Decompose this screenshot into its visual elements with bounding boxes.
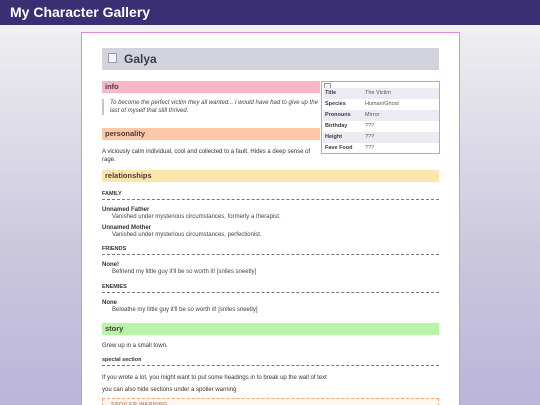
family-heading: FAMILY — [102, 191, 439, 200]
infobox-value: The Victim — [365, 90, 391, 96]
relation-name: None — [102, 300, 117, 306]
special-section-text: If you wrote a lot, you might want to put some headings in to break up the wall of text — [102, 375, 327, 381]
infobox-value: Human/Ghost — [365, 101, 399, 107]
story-text: Grew up in a small town, — [102, 343, 168, 349]
section-heading-relationships: relationships — [102, 170, 439, 182]
infobox-row — [323, 99, 439, 110]
character-card — [81, 32, 460, 405]
infobox-key: Species — [325, 101, 346, 107]
character-infobox — [321, 81, 440, 154]
relation-desc: Vanished under mysterious circumstances, formerly a therapist. — [112, 214, 281, 220]
section-heading-story: story — [102, 323, 439, 335]
infobox-key: Height — [325, 134, 343, 140]
section-heading-info: info — [102, 81, 320, 93]
friends-heading: FRIENDS — [102, 246, 439, 255]
infobox-value: Mirror — [365, 112, 380, 118]
infobox-row — [323, 132, 439, 143]
character-name: Galya — [124, 52, 157, 66]
infobox-key: Pronouns — [325, 112, 351, 118]
site-title[interactable]: My Character Gallery — [10, 4, 151, 20]
spoiler-note: you can also hide sections under a spoiler warning — [102, 387, 237, 393]
broken-image-icon — [108, 53, 117, 63]
infobox-value: ??? — [365, 145, 375, 151]
relation-name: Unnamed Father — [102, 207, 150, 213]
infobox-key: Title — [325, 90, 337, 96]
infobox-value: ??? — [365, 134, 375, 140]
character-quote: To become the perfect victim they all wanted... I would have had to give up the last of myself that still thrived. — [102, 99, 322, 115]
infobox-row — [323, 88, 439, 99]
infobox-row — [323, 143, 439, 154]
relation-desc: Beloathe my little guy it'll be so worth it! [snlles sneetly] — [112, 307, 258, 313]
character-header — [102, 48, 439, 70]
top-navbar — [0, 0, 540, 25]
personality-text: A viciously calm individual, cool and collected to a fault. Hides a deep sense of rage. — [102, 149, 311, 163]
infobox-row — [323, 121, 439, 132]
special-section-heading: special section — [102, 357, 439, 366]
spoiler-box[interactable] — [102, 398, 439, 405]
spoiler-warning-label[interactable]: SPOILER WARNING — [111, 402, 168, 405]
infobox-row — [323, 110, 439, 121]
relation-name: None! — [102, 262, 119, 268]
section-heading-personality: personality — [102, 128, 320, 140]
infobox-value: ??? — [365, 123, 375, 129]
infobox-key: Fave Food — [325, 145, 353, 151]
enemies-heading: ENEMIES — [102, 284, 439, 293]
relation-desc: Befriend my little guy it'll be so worth it! [snlles sneetly] — [112, 269, 257, 275]
relation-name: Unnamed Mother — [102, 225, 152, 231]
relation-desc: Vanished under mysterious circumstances, perfectionist. — [112, 232, 262, 238]
infobox-key: Birthday — [325, 123, 348, 129]
